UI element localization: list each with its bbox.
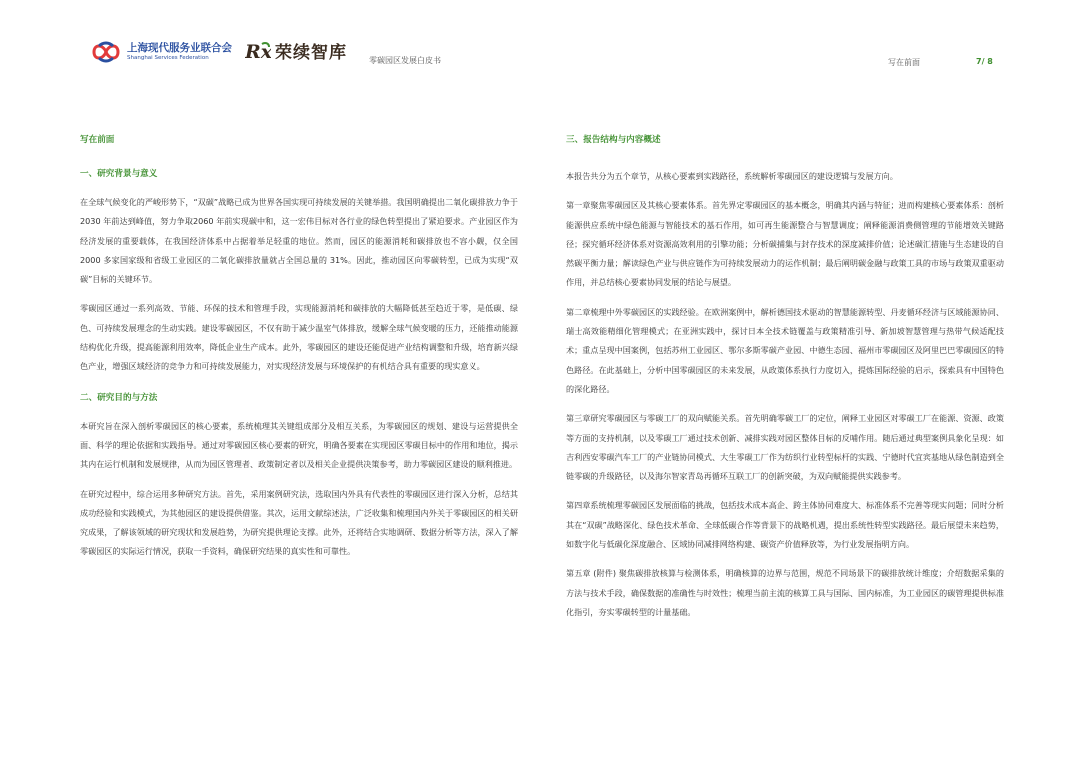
running-section-label: 写在前面 <box>888 58 920 67</box>
paragraph: 第一章聚焦零碳园区及其核心要素体系。首先界定零碳园区的基本概念，明确其内涵与特征；进而构建核心要素体系：剖析能源供应系统中绿色能源与智能技术的基石作用，如可再生能源整合与智慧调度；阐释能源消费侧管理的节能增效关键路径；探究循环经济体系对资源高效利用的引擎功能；分析碳捕集与封存技术的深度减排价值；论述碳汇措施与生态建设的自然碳平衡力量；解读绿色产业与供应链作为可持续发展动力的运作机制；最后阐明碳金融与政策工具的市场与政策双重驱动作用，并总结核心要素协同发展的结论与展望。 <box>566 200 1004 288</box>
paragraph: 第四章系统梳理零碳园区发展面临的挑战，包括技术成本高企、跨主体协同难度大、标准体系不完善等现实问题；同时分析其在“双碳”战略深化、绿色技术革命、全球低碳合作等背景下的战略机遇，提出系统性转型实践路径。最后展望未来趋势，如数字化与低碳化深度融合、区域协同减排网络构建、碳资产价值释放等，为行业发展指明方向。 <box>566 500 1004 550</box>
paragraph: 在全球气候变化的严峻形势下，“双碳”战略已成为世界各国实现可持续发展的关键举措。我国明确提出二氧化碳排放力争于 2030 年前达到峰值，努力争取2060 年前实现碳中和，这一宏伟目标对各行业的绿色转型提出了紧迫要求。产业园区作为经济发展的重要载体，在我国经济体系中占据着举足轻重的地位。然而，园区的能源消耗和碳排放也不容小觑，仅全国 2000 多家国家级和省级工业园区的二氧化碳排放量就占全国总量的 31%。因此，推动园区向零碳转型，已成为实现“双碳”目标的关键环节。 <box>80 197 518 285</box>
section-heading-structure: 三、报告结构与内容概述 <box>566 135 661 145</box>
paragraph: 零碳园区通过一系列高效、节能、环保的技术和管理手段，实现能源消耗和碳排放的大幅降低甚至趋近于零，是低碳、绿色、可持续发展理念的生动实践。建设零碳园区，不仅有助于减少温室气体排放，缓解全球气候变暖的压力，还能推动能源结构优化升级，提高能源利用效率，降低企业生产成本。此外，零碳园区的建设还能促进产业结构调整和升级，培育新兴绿色产业，增强区域经济的竞争力和可持续发展能力，对实现经济发展与环境保护的有机结合具有重要的现实意义。 <box>80 303 518 372</box>
paragraph: 第二章梳理中外零碳园区的实践经验。在欧洲案例中，解析德国技术驱动的智慧能源转型、丹麦循环经济与区域能源协同、瑞士高效能精细化管理模式；在亚洲实践中，探讨日本全技术链覆盖与政策精准引导、新加坡智慧管理与热带气候适配技术；重点呈现中国案例，包括苏州工业园区、鄂尔多斯零碳产业园、中德生态园、福州市零碳园区及阿里巴巴零碳园区的特色路径。在此基础上，分析中国零碳园区的未来发展，从政策体系执行力度切入，提炼国际经验的启示，探索具有中国特色的深化路径。 <box>566 306 1004 394</box>
ssf-logo <box>91 40 232 64</box>
rx-logo-mark: Rx <box>245 40 271 63</box>
section-heading-purpose: 二、研究目的与方法 <box>80 392 158 403</box>
ssf-logo-en: Shanghai Services Federation <box>127 55 209 61</box>
right-column <box>566 133 1004 632</box>
paragraph: 本研究旨在深入剖析零碳园区的核心要素，系统梳理其关键组成部分及相互关系，为零碳园区的规划、建设与运营提供全面、科学的理论依据和实践指导。通过对零碳园区核心要素的研究，明确各要素在实现园区零碳目标中的作用和地位，揭示其内在运行机制和发展规律，从而为园区管理者、政策制定者以及相关企业提供决策参考，助力零碳园区建设的顺利推进。 <box>80 420 518 470</box>
page-number: 7/ 8 <box>976 57 993 66</box>
section-heading-background: 一、研究背景与意义 <box>80 169 158 179</box>
page-header <box>0 0 1080 80</box>
rongxu-logo <box>245 38 347 63</box>
paragraph: 第三章研究零碳园区与零碳工厂的双向赋能关系。首先明确零碳工厂的定位，阐释工业园区对零碳工厂在能源、资源、政策等方面的支持机制，以及零碳工厂通过技术创新、减排实践对园区整体目标的反哺作用。随后通过典型案例具象化呈现：如吉利西安零碳汽车工厂的产业链协同模式、大生零碳工厂作为纺织行业转型标杆的实践、宁德时代宜宾基地从绿色制造到全链零碳的升级路径，以及海尔智家青岛再循环互联工厂的创新突破，为双向赋能提供实践参考。 <box>566 413 1004 482</box>
ssf-logo-cn: 上海现代服务业联合会 <box>127 42 232 54</box>
page-heading: 写在前面 <box>80 135 115 145</box>
rongxu-logo-text: 荣续智库 <box>275 43 347 63</box>
document-title: 零碳园区发展白皮书 <box>369 56 441 65</box>
paragraph: 在研究过程中，综合运用多种研究方法。首先，采用案例研究法，选取国内外具有代表性的零碳园区进行深入分析，总结其成功经验和实践模式，为其他园区的建设提供借鉴。其次，运用文献综述法，广泛收集和梳理国内外关于零碳园区的相关研究成果，了解该领域的研究现状和发展趋势，为研究提供理论支撑。此外，还将结合实地调研、数据分析等方法，深入了解零碳园区的实际运行情况，获取一手资料，确保研究结果的真实性和可靠性。 <box>80 488 518 557</box>
paragraph: 第五章 (附件) 聚焦碳排放核算与检测体系，明确核算的边界与范围，规范不同场景下的碳排放统计维度；介绍数据采集的方法与技术手段，确保数据的准确性与时效性；梳理当前主流的核算工具与国际、国内标准，为工业园区的碳管理提供标准化指引，夯实零碳转型的计量基础。 <box>566 568 1004 617</box>
paragraph: 本报告共分为五个章节，从核心要素到实践路径，系统解析零碳园区的建设逻辑与发展方向。 <box>566 171 898 181</box>
ssf-logo-icon <box>91 40 121 64</box>
rx-logo-icon <box>245 39 271 63</box>
left-column <box>80 133 518 572</box>
